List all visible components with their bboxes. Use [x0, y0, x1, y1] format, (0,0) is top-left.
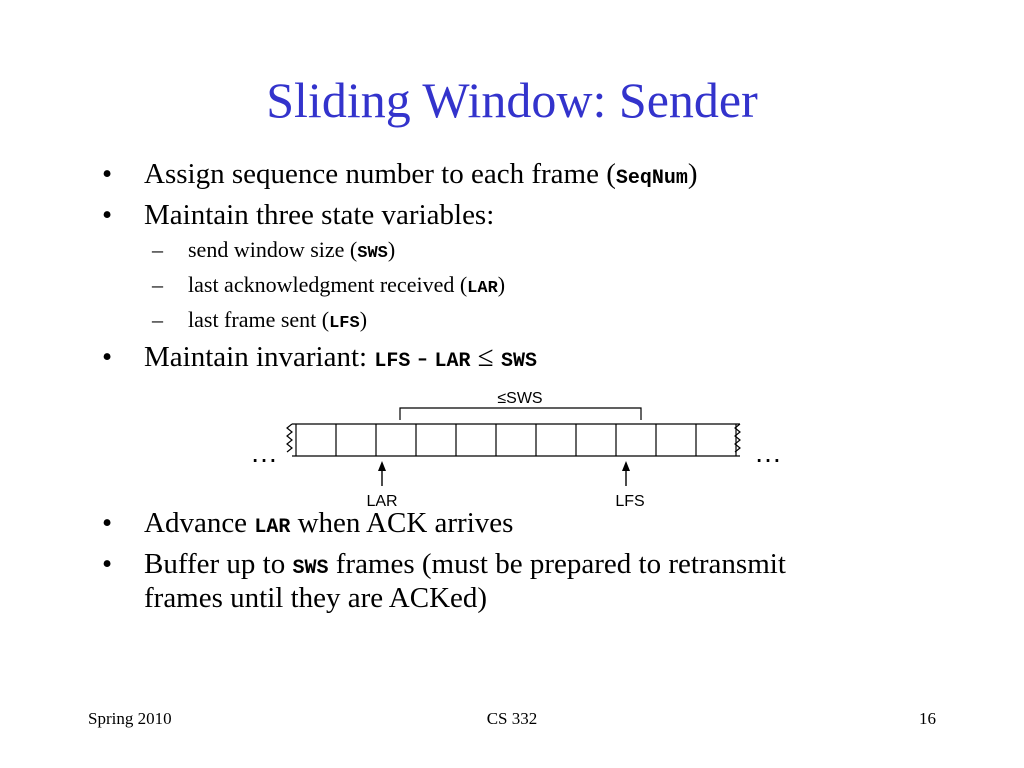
lar-arrowhead [378, 461, 386, 471]
subbullet-text: ) [497, 272, 506, 297]
slide-title: Sliding Window: Sender [266, 72, 758, 128]
bullet-text: Maintain three state variables: [144, 199, 495, 231]
bullet-marker: • [102, 341, 113, 373]
subbullet-text: ) [359, 307, 368, 332]
code-lar: LAR [254, 516, 291, 539]
bullet-text: Advance [144, 507, 255, 539]
bullet-marker: • [102, 548, 113, 580]
footer-course: CS 332 [486, 709, 538, 728]
minus-sign: - [410, 341, 435, 373]
code-lar: LAR [434, 350, 471, 373]
dash-marker: – [152, 237, 163, 262]
code-sws: SWS [500, 350, 537, 373]
frame-strip [292, 424, 740, 456]
bullet-marker: • [102, 158, 113, 190]
dash-marker: – [152, 307, 163, 332]
window-bracket [400, 408, 641, 420]
bullet-marker: • [102, 199, 113, 231]
ellipsis-right: … [754, 437, 782, 468]
frame-dividers [296, 424, 736, 456]
code-lfs: LFS [374, 350, 411, 373]
code-seqnum: SeqNum [615, 167, 688, 190]
ellipsis-left: … [250, 437, 278, 468]
code-lar: LAR [467, 279, 498, 298]
window-size-label: ≤SWS [497, 390, 543, 407]
dash-marker: – [152, 272, 163, 297]
footer-date: Spring 2010 [88, 709, 172, 728]
footer-page-number: 16 [919, 709, 936, 728]
bullet-text: Buffer up to [144, 548, 293, 580]
subbullet-text: last acknowledgment received ( [188, 272, 468, 297]
lfs-label: LFS [615, 493, 645, 510]
bullet-marker: • [102, 507, 113, 539]
subbullet-text: ) [387, 237, 396, 262]
bullet-text: Maintain invariant: [144, 341, 375, 373]
sliding-window-diagram [240, 380, 800, 515]
bullet-text: Assign sequence number to each frame ( [144, 158, 616, 190]
code-sws: SWS [292, 557, 329, 580]
bullet-text: frames (must be prepared to retransmit [328, 548, 786, 580]
lar-label: LAR [366, 493, 398, 510]
code-lfs: LFS [329, 314, 360, 333]
subbullet-text: send window size ( [188, 237, 358, 262]
break-mark-left [287, 424, 292, 452]
subbullet-text: last frame sent ( [188, 307, 330, 332]
bullet-buffer-continuation: frames until they are ACKed) [144, 582, 488, 614]
code-sws: SWS [357, 244, 388, 263]
lfs-arrowhead [622, 461, 630, 471]
less-equal-sign: ≤ [470, 341, 501, 373]
bullet-text: when ACK arrives [290, 507, 514, 539]
bullet-text: ) [687, 158, 698, 190]
